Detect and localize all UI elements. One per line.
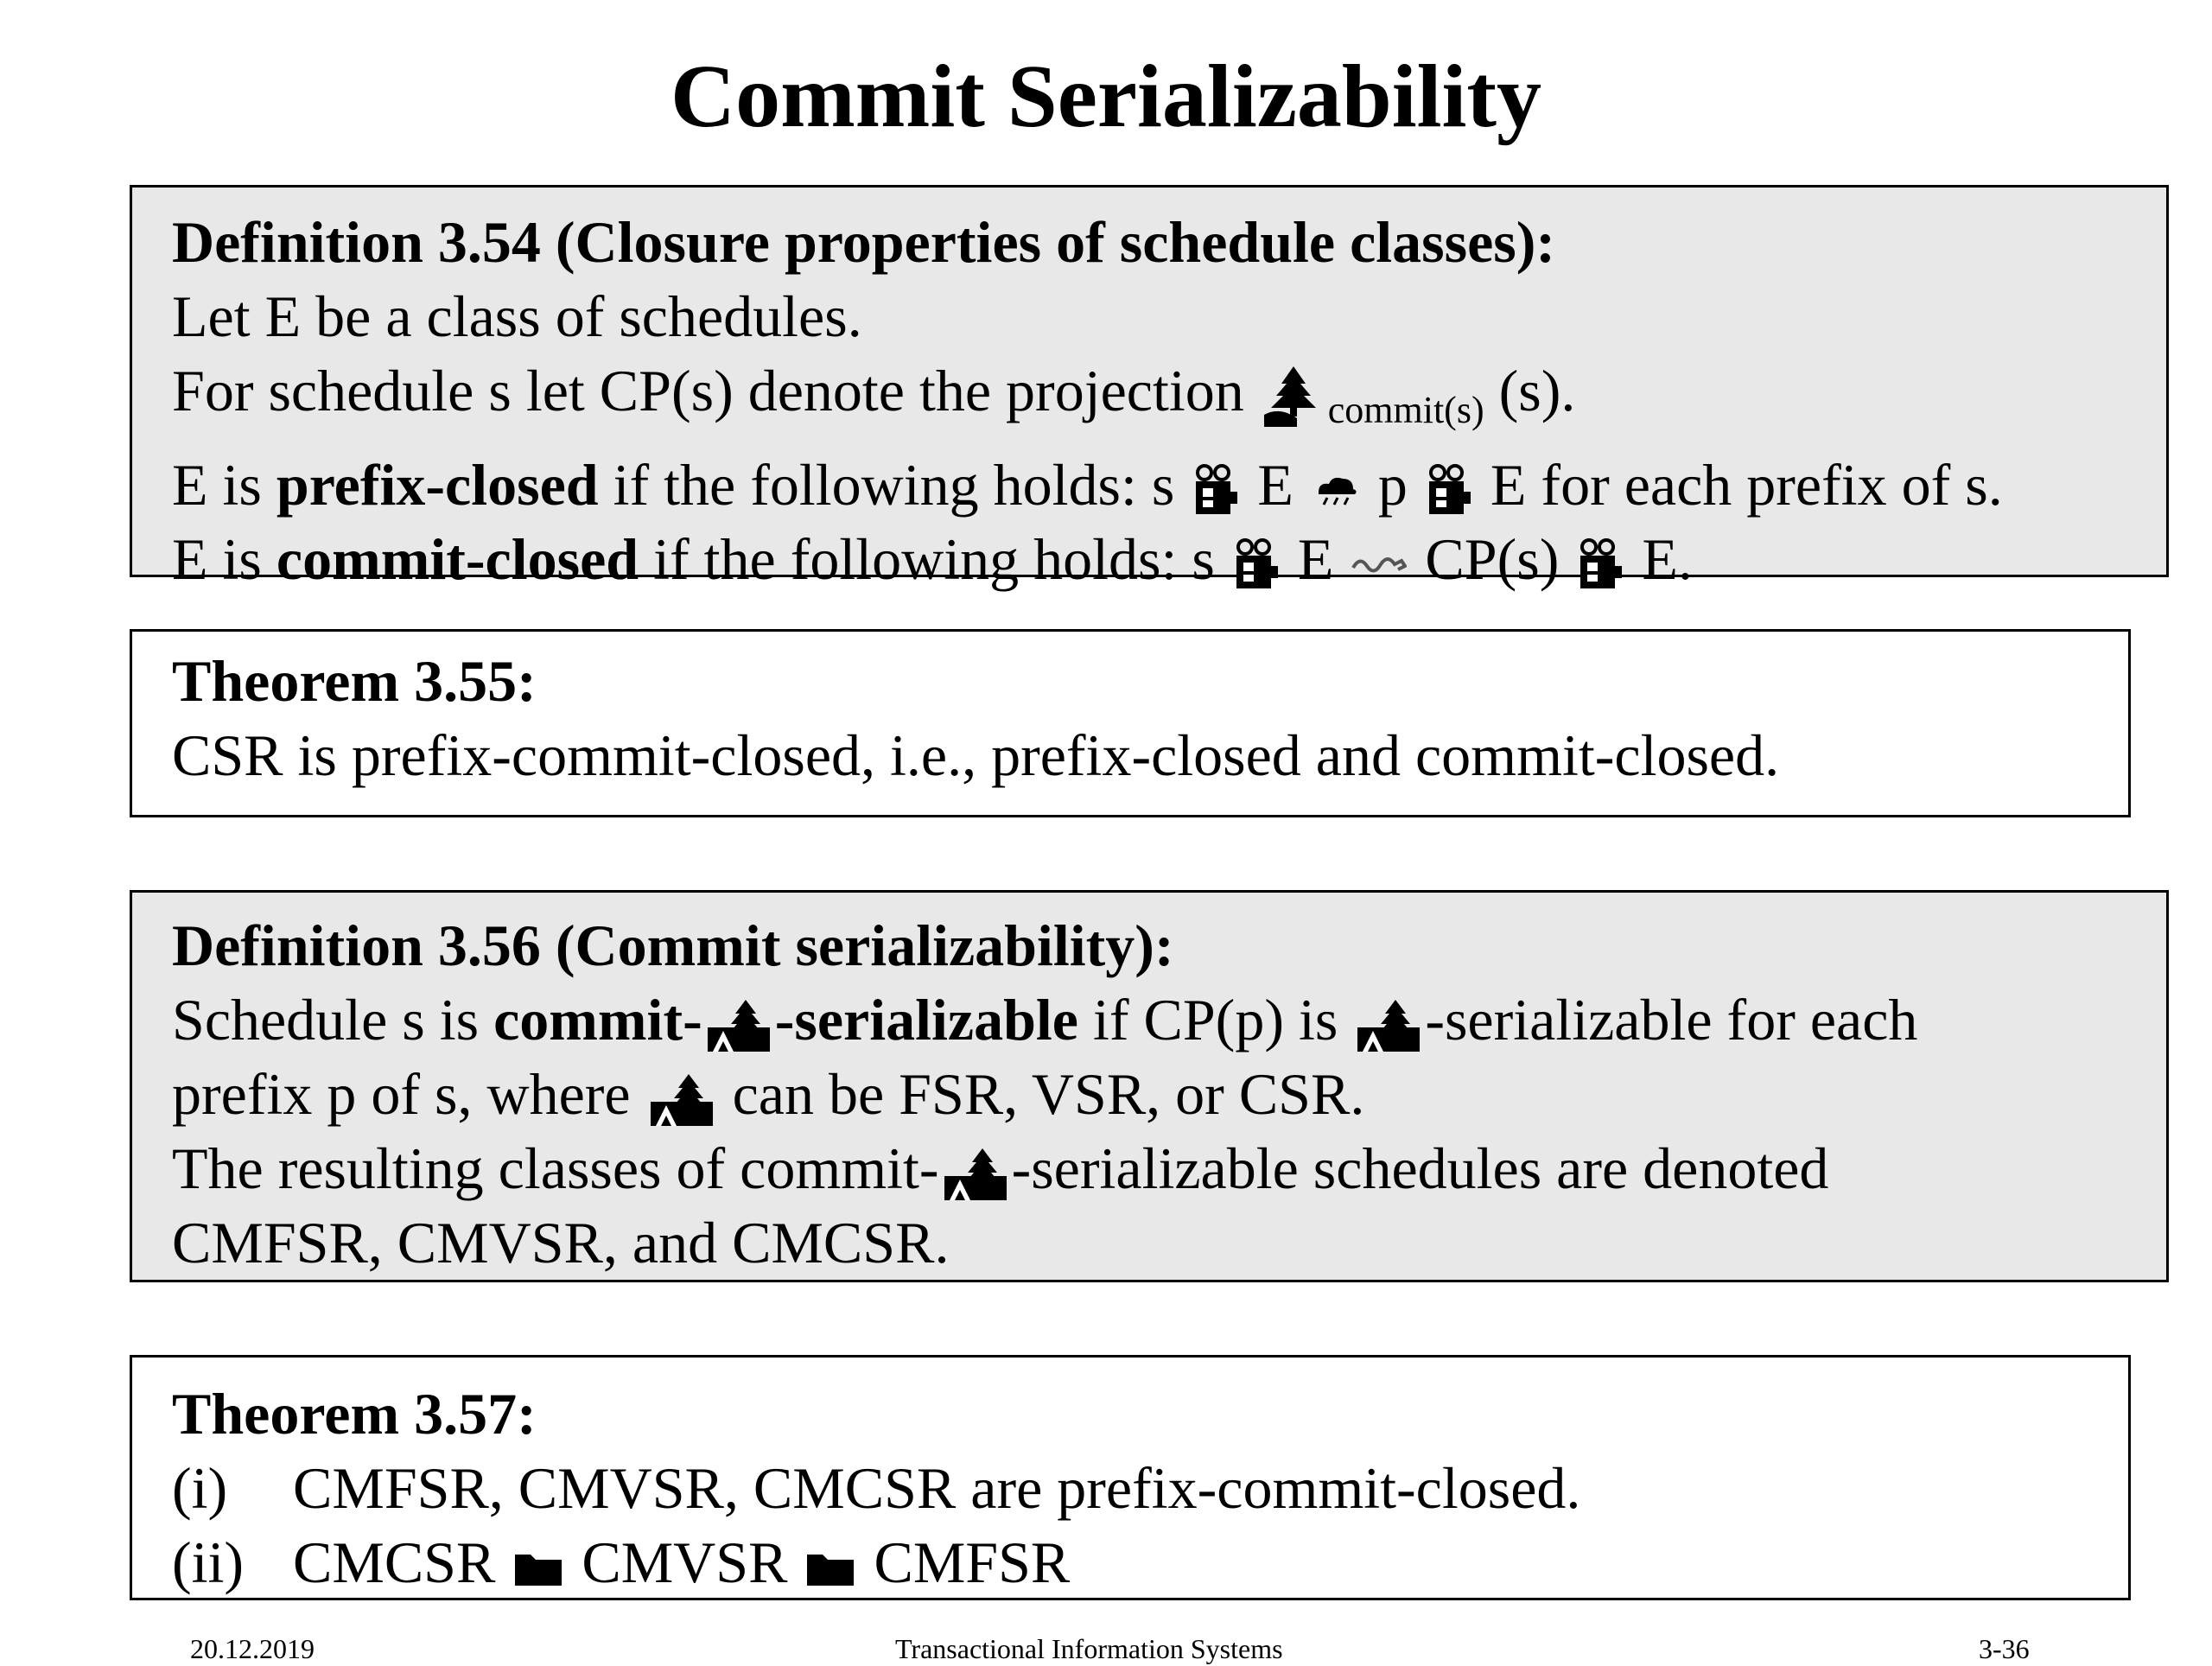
theorem-3-55-box	[130, 629, 2131, 817]
footer-page-number: 3-36	[1979, 1633, 2030, 1664]
film-projector-icon	[1426, 464, 1472, 518]
tree-tent-icon	[943, 1147, 1008, 1202]
definition-heading: Definition 3.54 (Closure properties of schedule classes):	[172, 209, 1556, 275]
definition-line: Schedule s is commit- -serializable if CP(p) is -serializable for each	[172, 987, 1918, 1052]
definition-3-56-box	[130, 890, 2169, 1282]
tree-tent-icon	[1356, 998, 1421, 1053]
item-number: (ii)	[172, 1529, 245, 1595]
definition-heading: Definition 3.56 (Commit serializability):	[172, 912, 1174, 978]
page-title: Commit Serializability	[670, 47, 1542, 146]
definition-line: prefix p of s, where can be FSR, VSR, or CSR.	[172, 1061, 1365, 1127]
tree-tent-icon	[706, 998, 772, 1053]
film-projector-icon	[1192, 464, 1239, 518]
film-projector-icon	[1577, 538, 1624, 592]
theorem-heading: Theorem 3.55:	[172, 648, 537, 714]
theorem-item: (i) CMFSR, CMVSR, CMCSR are prefix-commit-closed.	[172, 1451, 2128, 1525]
folder-icon	[805, 1549, 855, 1587]
definition-line: The resulting classes of commit- -serializable schedules are denoted	[172, 1135, 1829, 1201]
film-projector-icon	[1233, 538, 1280, 592]
definition-3-54-box	[130, 185, 2169, 592]
theorem-item: (ii) CMCSR CMVSR CMFSR	[172, 1525, 2128, 1599]
tree-landscape-icon	[1262, 365, 1325, 429]
footer-date: 20.12.2019	[190, 1633, 315, 1664]
definition-line: E is commit-closed if the following holds: s E CP(s) E.	[172, 526, 1693, 592]
definition-line: For schedule s let CP(s) denote the projection $_{commit(s)}$ (s).	[172, 358, 1576, 431]
theorem-3-57-box	[130, 1355, 2131, 1600]
tree-tent-icon	[649, 1072, 715, 1128]
folder-icon	[513, 1549, 563, 1587]
definition-line: E is prefix-closed if the following holds: s E p E for each prefix of s.	[172, 452, 2003, 518]
definition-line: CMFSR, CMVSR, and CMCSR.	[172, 1210, 950, 1275]
theorem-heading: Theorem 3.57:	[172, 1381, 537, 1447]
theorem-line: CSR is prefix-commit-closed, i.e., prefix-closed and commit-closed.	[172, 722, 1780, 788]
squiggle-icon	[1351, 552, 1407, 578]
footer-course: Transactional Information Systems	[895, 1633, 1283, 1664]
item-number: (i)	[172, 1455, 228, 1521]
definition-line: Let E be a class of schedules.	[172, 283, 862, 349]
cloud-rain-icon	[1312, 474, 1360, 508]
